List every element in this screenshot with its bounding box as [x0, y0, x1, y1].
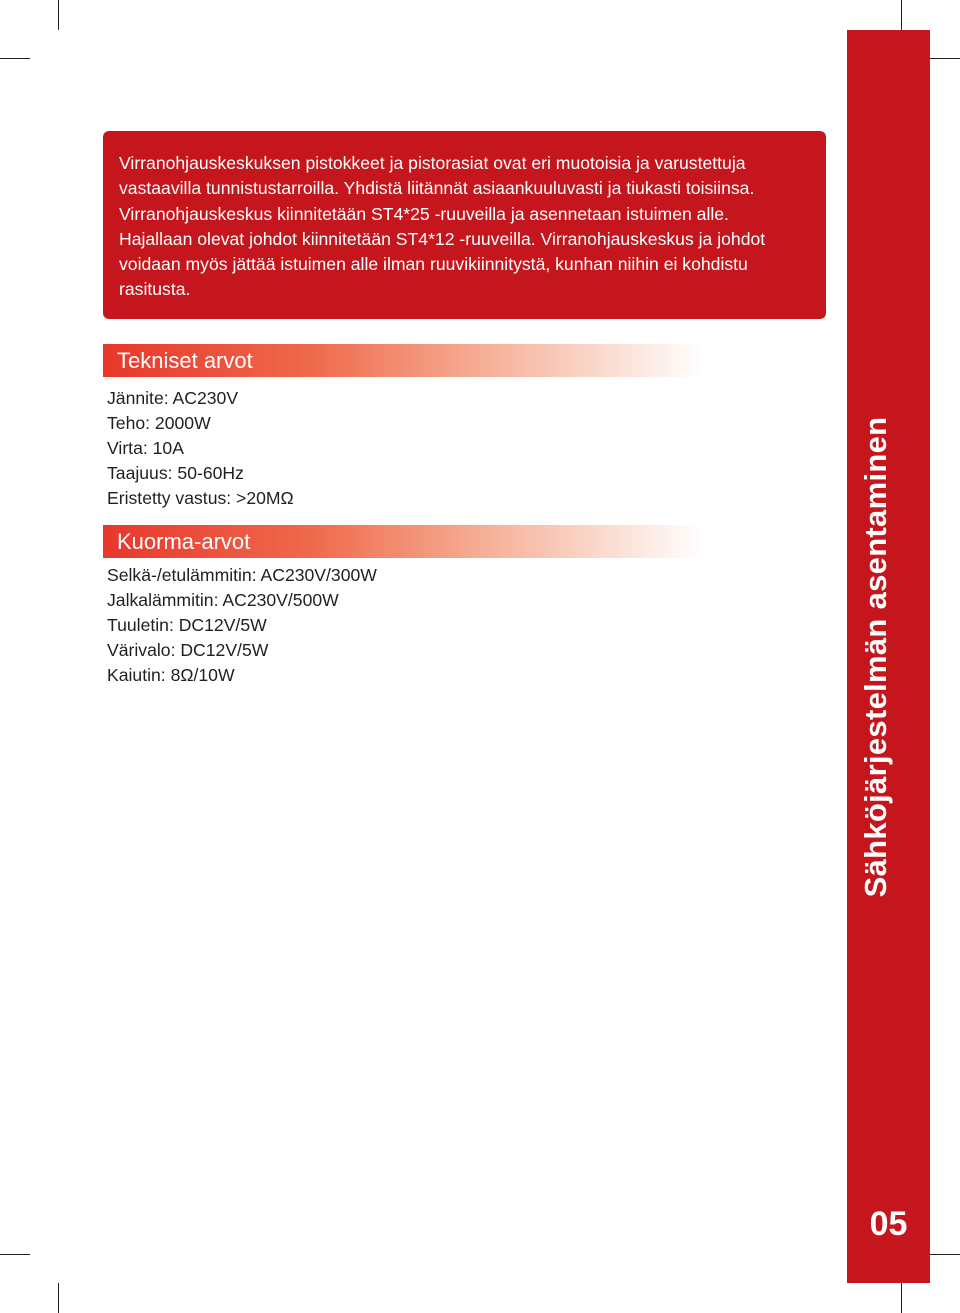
list-item: Jännite: AC230V — [107, 388, 239, 408]
list-item: Värivalo: DC12V/5W — [107, 640, 269, 660]
crop-mark-top-right-horizontal — [930, 58, 960, 59]
crop-mark-bottom-right-horizontal — [930, 1254, 960, 1255]
notice-line: Virranohjauskeskus kiinnitetään ST4*25 -ruuveilla ja asennetaan istuimen alle. — [119, 203, 729, 224]
crop-mark-bottom-left-vertical — [58, 1283, 59, 1313]
chapter-title: Sähköjärjestelmän asentaminen — [858, 416, 893, 898]
notice-line: Hajallaan olevat johdot kiinnitetään ST4*12 -ruuveilla. Virranohjauskeskus ja johdot — [119, 228, 766, 249]
list-item: Selkä-/etulämmitin: AC230V/300W — [107, 565, 377, 585]
technical-values-heading: Tekniset arvot — [117, 348, 253, 373]
list-item: Teho: 2000W — [107, 413, 211, 433]
load-values-list — [107, 563, 377, 688]
list-item: Jalkalämmitin: AC230V/500W — [107, 590, 339, 610]
list-item: Taajuus: 50-60Hz — [107, 463, 244, 483]
list-item: Kaiutin: 8Ω/10W — [107, 665, 235, 685]
notice-line: vastaavilla tunnistustarroilla. Yhdistä liitännät asiaankuuluvasti ja tiukasti toisiinsa. — [119, 178, 755, 199]
crop-mark-top-left-horizontal — [0, 58, 30, 59]
crop-mark-top-right-vertical — [901, 0, 902, 30]
notice-line: voidaan myös jättää istuimen alle ilman ruuvikiinnitystä, kunhan niihin ei kohdistu — [119, 254, 748, 275]
page-number: 05 — [869, 1205, 908, 1243]
technical-values-list — [107, 386, 294, 511]
crop-mark-bottom-left-horizontal — [0, 1254, 30, 1255]
technical-values-header — [103, 344, 703, 377]
installation-notice-box — [103, 131, 826, 319]
notice-line: rasitusta. — [119, 279, 191, 300]
list-item: Tuuletin: DC12V/5W — [107, 615, 267, 635]
notice-line: Virranohjauskeskuksen pistokkeet ja pistorasiat ovat eri muotoisia ja varustettuja — [119, 153, 746, 173]
load-values-header — [103, 525, 703, 558]
crop-mark-top-left-vertical — [58, 0, 59, 30]
crop-mark-bottom-right-vertical — [901, 1283, 902, 1313]
list-item: Virta: 10A — [107, 438, 184, 458]
load-values-heading: Kuorma-arvot — [117, 529, 251, 554]
list-item: Eristetty vastus: >20MΩ — [107, 488, 294, 508]
